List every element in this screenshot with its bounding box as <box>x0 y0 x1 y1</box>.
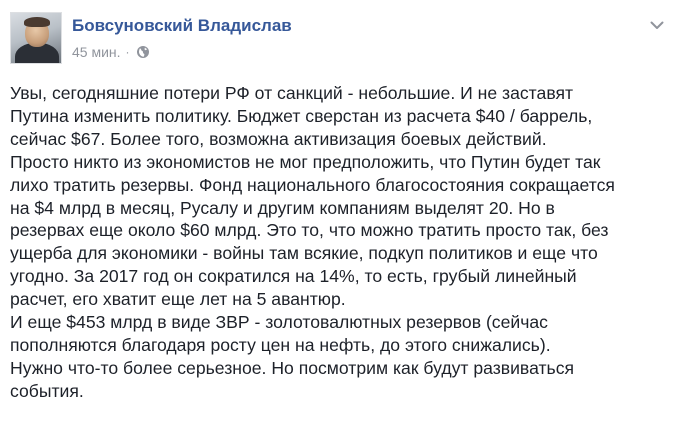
post-subline <box>72 44 292 60</box>
post-text-line: Нужно что-то более серьезное. Но посмотрим как будут развиваться <box>10 357 575 378</box>
globe-icon <box>136 45 150 59</box>
avatar[interactable] <box>10 12 62 64</box>
post-text-line: события. <box>10 380 84 401</box>
post-body <box>10 82 674 403</box>
post-text-line: лихо тратить резервы. Фонд национального благосостояния сокращается <box>10 174 615 195</box>
post-text-line: на $4 млрд в месяц, Русалу и другим компаниям выделят 20. Но в <box>10 197 555 218</box>
post-text-line: И еще $453 млрд в виде ЗВР - золотовалютных резервов (сейчас <box>10 312 548 333</box>
post-text-line: Увы, сегодняшние потери РФ от санкций - небольшие. И не заставят <box>10 83 574 103</box>
post-text-line: ущерба для экономики - войны там всякие, подкуп политиков и еще что <box>10 243 598 264</box>
chevron-down-icon[interactable] <box>646 14 668 36</box>
post-text-line: Путина изменить политику. Бюджет сверстан из расчета $40 / баррель, <box>10 105 593 126</box>
meta-separator: · <box>125 45 130 59</box>
post-timestamp-link[interactable]: 45 мин. <box>72 44 121 60</box>
post-text-line: расчет, его хватит еще лет на 5 авантюр. <box>10 289 346 310</box>
post-text-line: Просто никто из экономистов не мог предположить, что Путин будет так <box>10 151 601 172</box>
post-text-line: сейчас $67. Более того, возможна активизация боевых действий. <box>10 128 547 149</box>
post-meta <box>72 12 292 64</box>
author-name-link[interactable]: Бовсуновский Владислав <box>72 16 292 35</box>
post-text-line: резервах еще около $60 млрд. Это то, что можно тратить просто так, без <box>10 220 609 241</box>
post-header <box>10 12 292 64</box>
post-text-line: угодно. За 2017 год он сократился на 14%, то есть, грубый линейный <box>10 266 577 287</box>
post-text-line: пополняются благодаря росту цен на нефть, до этого снижались). <box>10 334 551 355</box>
